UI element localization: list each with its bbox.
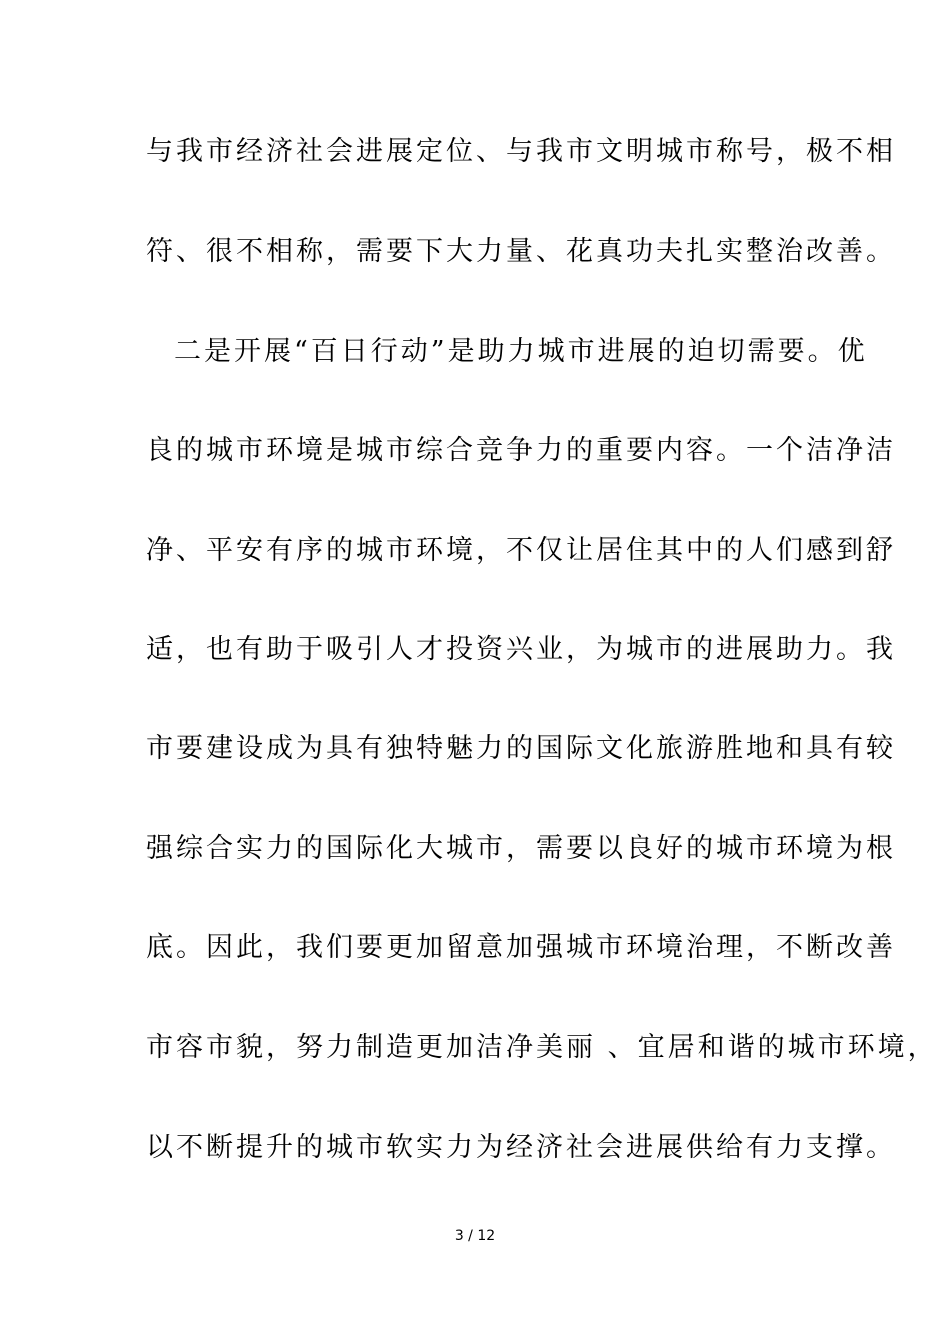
paragraph-line: 强综合实力的国际化大城市，需要以良好的城市环境为根 (146, 833, 896, 864)
paragraph-line: 市容市貌，努力制造更加洁净美丽 、宜居和谐的城市环境， (146, 1032, 938, 1063)
paragraph-line: 符、很不相称，需要下大力量、花真功夫扎实整治改善。 (146, 236, 896, 267)
paragraph-line: 二是开展“百日行动”是助力城市进展的迫切需要。优 (174, 336, 868, 367)
paragraph-line: 市要建设成为具有独特魅力的国际文化旅游胜地和具有较 (146, 733, 896, 764)
paragraph-line: 与我市经济社会进展定位、与我市文明城市称号，极不相 (146, 136, 896, 167)
paragraph-line: 良的城市环境是城市综合竞争力的重要内容。一个洁净洁 (146, 435, 896, 466)
paragraph-line: 底。因此，我们要更加留意加强城市环境治理，不断改善 (146, 932, 896, 963)
paragraph-line: 适，也有助于吸引人才投资兴业，为城市的进展助力。我 (146, 634, 896, 665)
page-number: 3 / 12 (454, 1228, 496, 1244)
paragraph-line: 净、平安有序的城市环境，不仅让居住其中的人们感到舒 (146, 535, 896, 566)
paragraph-line: 以不断提升的城市软实力为经济社会进展供给有力支撑。 (146, 1132, 896, 1163)
